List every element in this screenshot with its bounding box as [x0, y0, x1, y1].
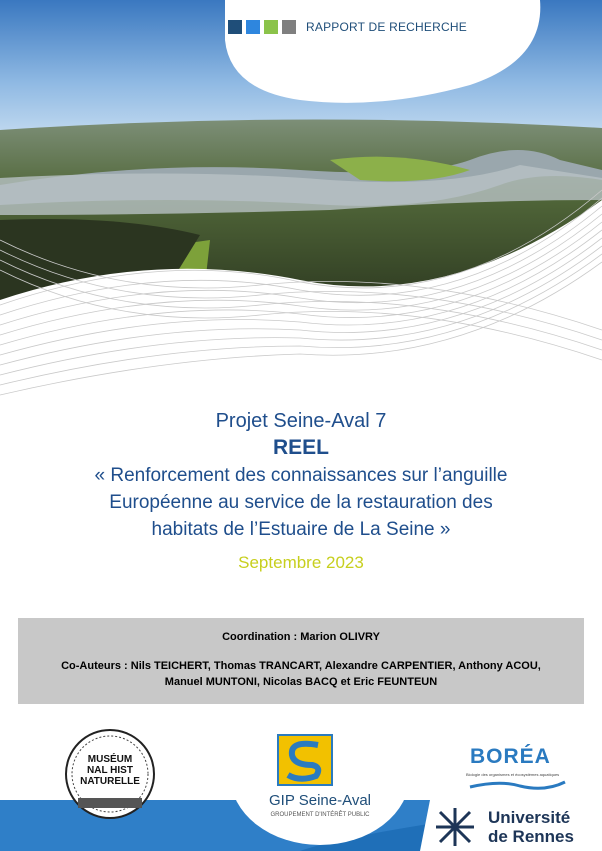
aerial-photo	[0, 0, 602, 420]
borea-name: BORÉA	[470, 745, 551, 768]
rennes-line: de Rennes	[488, 827, 574, 846]
project-title: Projet Seine-Aval 7	[215, 410, 387, 432]
coauthors-line: Co-Auteurs : Nils TEICHERT, Thomas TRANCART, Alexandre CARPENTIER, Anthony ACOU,	[61, 660, 541, 672]
coordination-line: Coordination : Marion OLIVRY	[222, 631, 380, 643]
rennes-name	[488, 808, 600, 846]
rennes-icon	[436, 808, 474, 846]
subtitle-line: « Renforcement des connaissances sur l’anguille	[94, 465, 508, 486]
header-square-3	[264, 20, 278, 34]
coauthors	[18, 658, 584, 690]
title-block	[0, 408, 602, 573]
subtitle-line: habitats de l’Estuaire de La Seine »	[151, 519, 451, 540]
subtitle-line: Européenne au service de la restauration des	[109, 492, 493, 513]
borea-tagline: Biologie des organismes et écosystèmes aquatiques	[466, 772, 560, 777]
borea-wave-icon	[470, 782, 565, 788]
project-acronym: REEL	[272, 436, 329, 459]
credits-box	[18, 618, 584, 704]
header-square-2	[246, 20, 260, 34]
gip-tagline: GROUPEMENT D'INTÉRÊT PUBLIC	[270, 812, 370, 818]
gip-seine-aval-logo	[278, 735, 332, 785]
rennes-line: Université	[488, 808, 571, 827]
header-square-4	[282, 20, 296, 34]
report-type-label: RAPPORT DE RECHERCHE	[306, 20, 467, 34]
museum-line: NAL HIST	[87, 765, 133, 776]
header-square-1	[228, 20, 242, 34]
gip-name: GIP Seine-Aval	[268, 792, 371, 809]
report-type-badge	[228, 20, 467, 34]
museum-line: NATURELLE	[80, 776, 140, 787]
museum-line: MUSÉUM	[87, 754, 133, 765]
publication-date: Septembre 2023	[238, 553, 364, 572]
museum-name	[74, 754, 146, 787]
coauthors-line: Manuel MUNTONI, Nicolas BACQ et Eric FEUNTEUN	[164, 676, 438, 688]
